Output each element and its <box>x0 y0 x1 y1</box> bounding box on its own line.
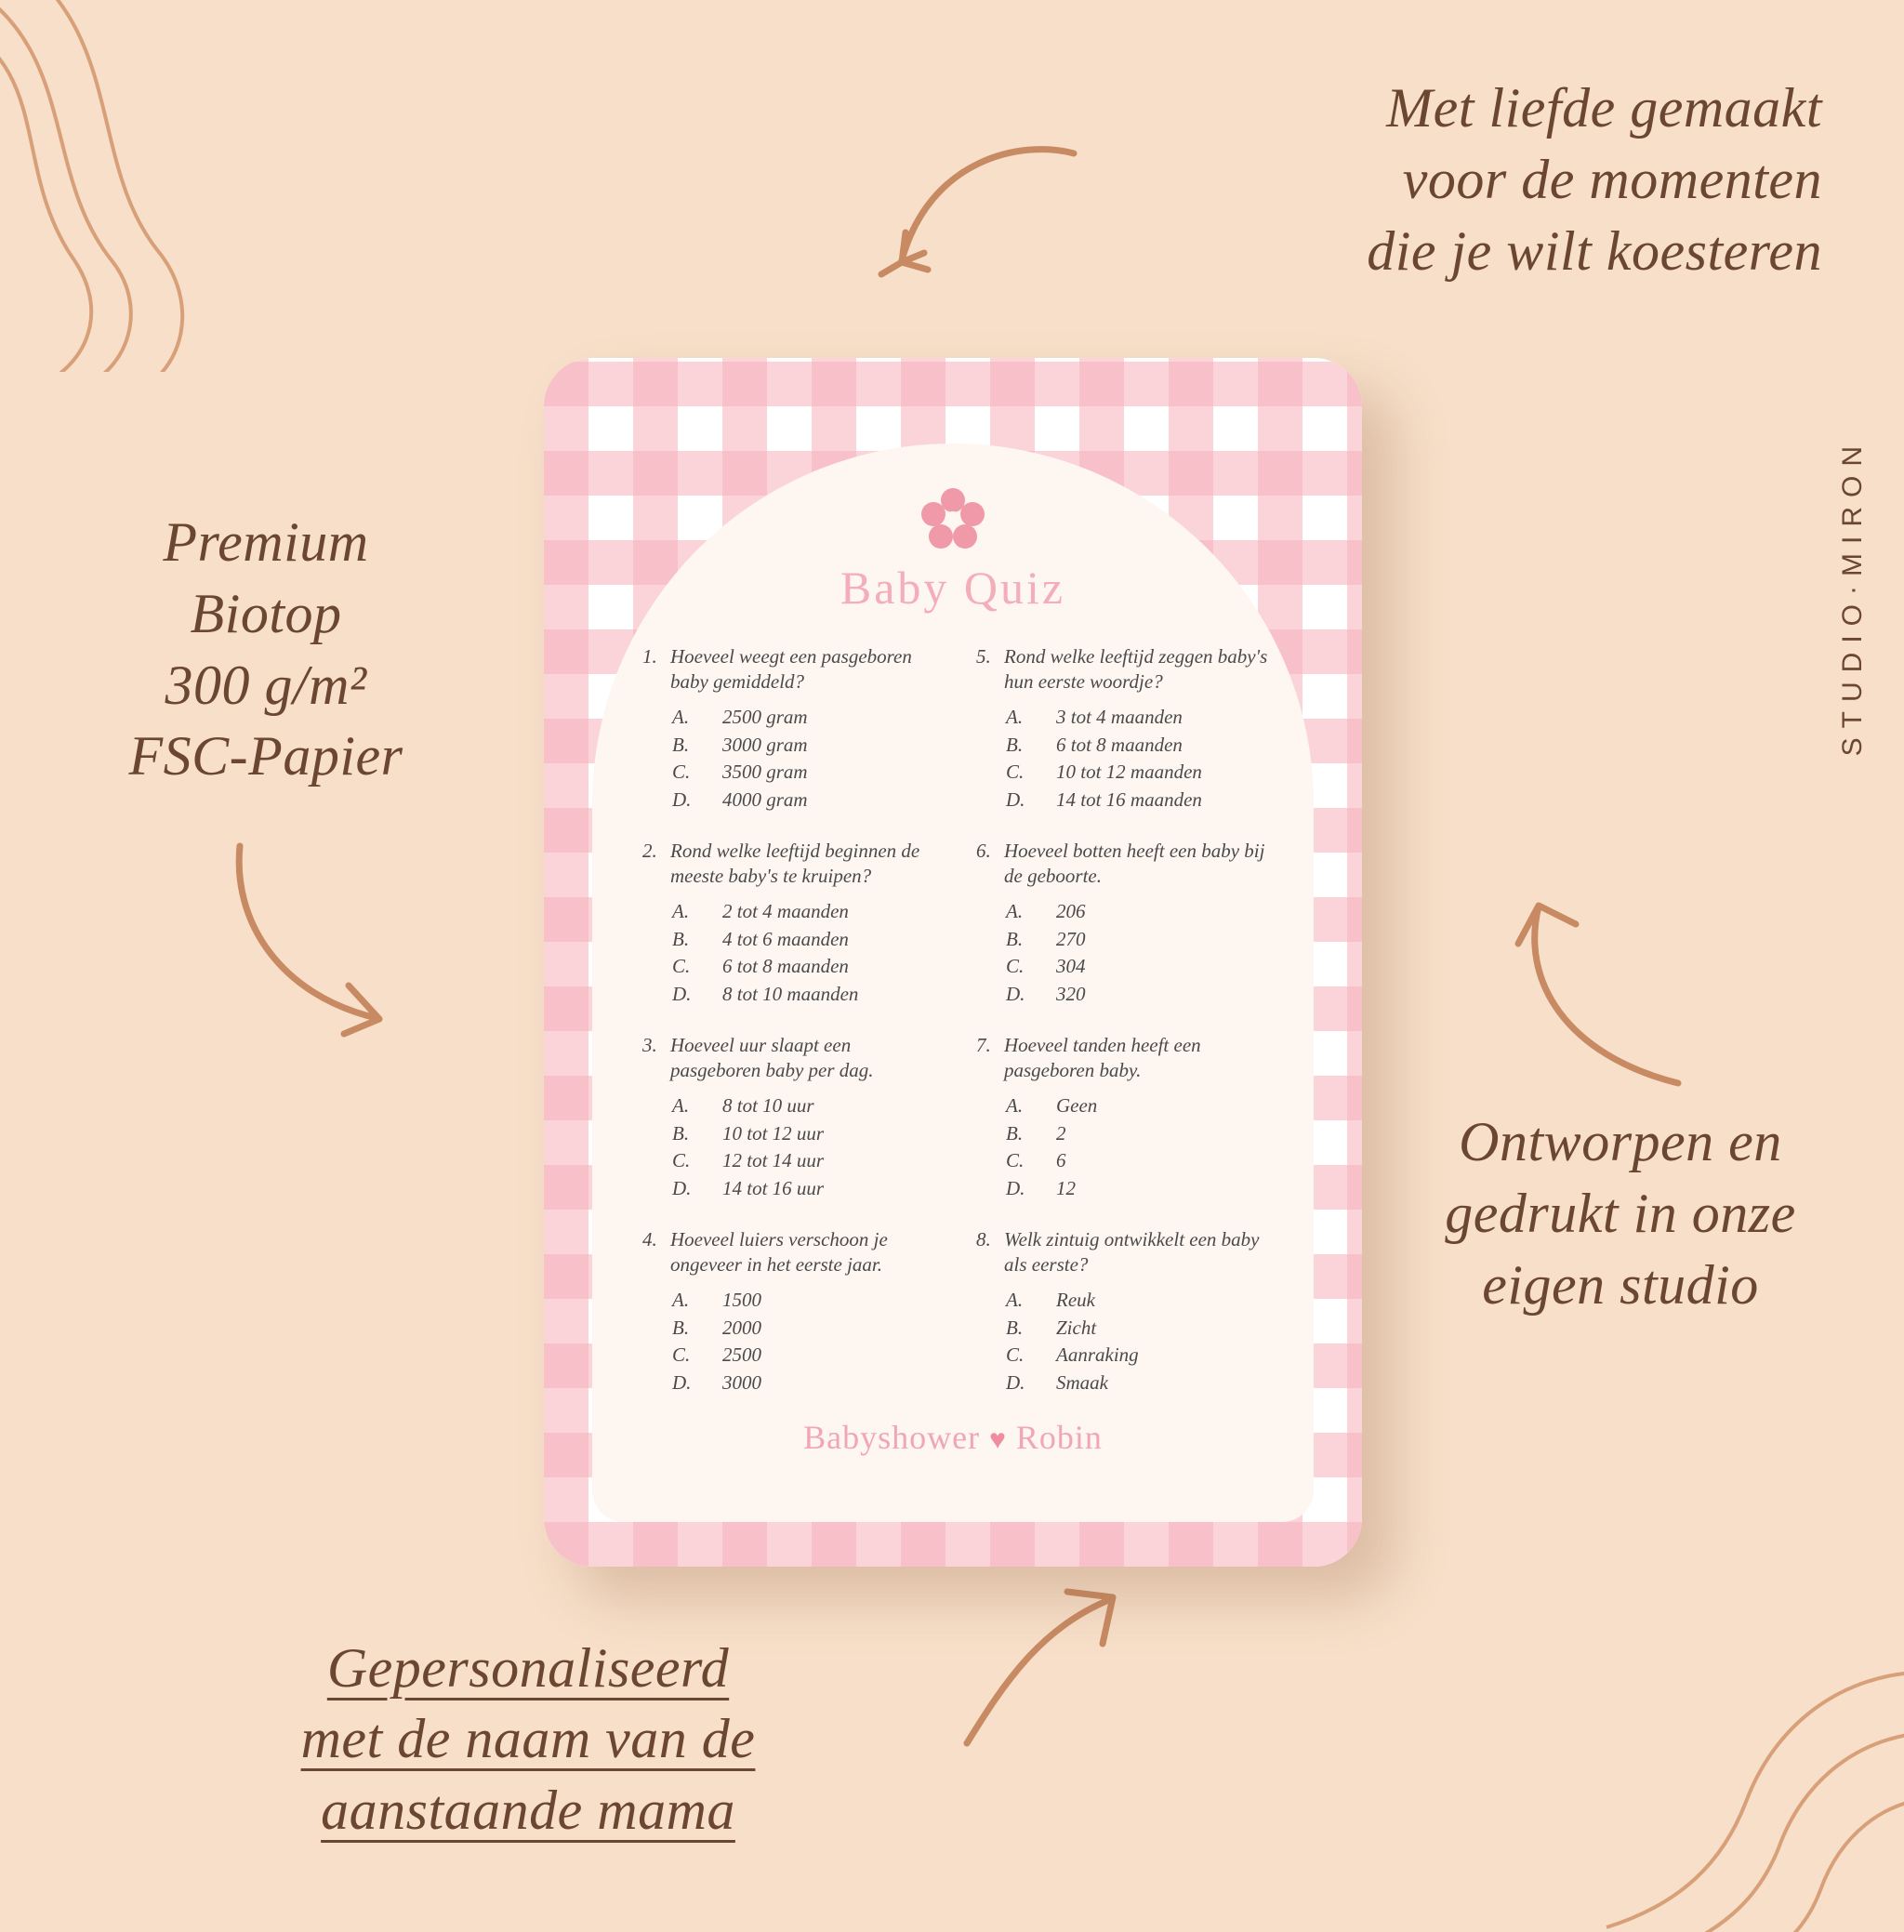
question-3-option-d <box>672 1175 937 1203</box>
question-2-option-c <box>672 953 937 981</box>
option-letter: B. <box>1006 733 1024 756</box>
option-letter: B. <box>1006 1121 1024 1145</box>
question-1-option-a <box>672 704 937 732</box>
question-1-option-b <box>672 732 937 760</box>
question-1-option-c <box>672 759 937 787</box>
swirl-decoration-top-left <box>0 0 363 372</box>
option-text: 2 <box>1056 1121 1066 1145</box>
option-letter: A. <box>672 1288 690 1311</box>
option-text: Aanraking <box>1056 1343 1139 1367</box>
arch-panel <box>592 443 1314 1522</box>
question-8-text: Welk zintuig ontwikkelt een baby als eerste? <box>1004 1228 1260 1276</box>
footer-prefix: Babyshower <box>803 1419 981 1456</box>
question-4 <box>642 1227 937 1397</box>
question-3-number: 3. <box>642 1034 657 1056</box>
option-text: 10 tot 12 uur <box>722 1121 825 1145</box>
option-text: 3000 <box>722 1371 761 1395</box>
annotation-right <box>1393 1106 1848 1320</box>
question-1 <box>642 644 937 814</box>
question-7-option-c <box>1006 1147 1271 1175</box>
question-2-text: Rond welke leeftijd beginnen de meeste baby's te kruipen? <box>670 840 920 887</box>
question-8-number: 8. <box>976 1228 991 1251</box>
question-3 <box>642 1033 937 1203</box>
option-text: 12 tot 14 uur <box>722 1149 825 1172</box>
question-6-option-a <box>1006 898 1271 926</box>
question-3-text: Hoeveel uur slaapt een pasgeboren baby per dag. <box>670 1034 874 1081</box>
question-4-option-d <box>672 1370 937 1397</box>
option-text: 3000 gram <box>722 733 808 756</box>
brand-vertical-label: STUDIO·MIRON <box>1837 437 1868 757</box>
option-letter: A. <box>1006 1288 1024 1311</box>
arrow-left-icon <box>223 837 409 1041</box>
option-letter: C. <box>1006 1343 1025 1367</box>
question-5 <box>976 644 1271 814</box>
option-letter: D. <box>1006 983 1025 1006</box>
arrow-right-icon <box>1511 893 1715 1106</box>
question-2-option-b <box>672 926 937 954</box>
option-letter: D. <box>1006 788 1025 812</box>
option-text: 2000 <box>722 1316 761 1339</box>
annotation-bottom-line-1: Gepersonaliseerd <box>326 1636 730 1699</box>
heart-icon: ♥ <box>989 1424 1007 1455</box>
option-letter: C. <box>672 1343 691 1367</box>
option-text: Geen <box>1056 1093 1098 1117</box>
question-7 <box>976 1033 1271 1203</box>
annotation-right-line-2: gedrukt in onze <box>1445 1182 1796 1244</box>
option-letter: B. <box>1006 927 1024 950</box>
option-letter: C. <box>1006 1149 1025 1172</box>
question-5-option-d <box>1006 787 1271 814</box>
swirl-decoration-bottom-right <box>1495 1560 1904 1932</box>
option-letter: D. <box>1006 1177 1025 1200</box>
question-4-option-c <box>672 1342 937 1370</box>
question-1-number: 1. <box>642 645 657 668</box>
option-text: Zicht <box>1056 1316 1097 1339</box>
annotation-bottom <box>231 1633 826 1846</box>
question-8 <box>976 1227 1271 1397</box>
question-5-option-a <box>1006 704 1271 732</box>
option-text: 3 tot 4 maanden <box>1056 705 1183 728</box>
question-6-number: 6. <box>976 840 991 862</box>
option-letter: A. <box>672 705 690 728</box>
annotation-left-line-3: 300 g/m² <box>165 654 367 716</box>
question-1-option-d <box>672 787 937 814</box>
question-2-number: 2. <box>642 840 657 862</box>
question-8-option-a <box>1006 1287 1271 1315</box>
option-text: 4000 gram <box>722 788 808 812</box>
option-letter: B. <box>672 733 690 756</box>
option-letter: B. <box>672 1316 690 1339</box>
arrow-bottom-icon <box>948 1571 1153 1757</box>
question-4-option-a <box>672 1287 937 1315</box>
question-6 <box>976 839 1271 1009</box>
question-6-option-c <box>1006 953 1271 981</box>
option-letter: D. <box>1006 1371 1025 1395</box>
option-text: 206 <box>1056 899 1086 922</box>
option-letter: C. <box>1006 761 1025 784</box>
quiz-title: Baby Quiz <box>840 562 1066 614</box>
quiz-card <box>544 358 1362 1567</box>
question-6-option-b <box>1006 926 1271 954</box>
option-text: 2500 gram <box>722 705 808 728</box>
questions-columns <box>642 644 1271 1422</box>
question-2-option-a <box>672 898 937 926</box>
question-5-option-c <box>1006 759 1271 787</box>
option-text: 12 <box>1056 1177 1076 1200</box>
option-text: 8 tot 10 uur <box>722 1093 814 1117</box>
option-letter: D. <box>672 983 692 1006</box>
option-text: 6 <box>1056 1149 1066 1172</box>
option-text: 10 tot 12 maanden <box>1056 761 1202 784</box>
option-letter: C. <box>672 1149 691 1172</box>
annotation-bottom-line-2: met de naam van de <box>300 1708 756 1770</box>
question-5-number: 5. <box>976 645 991 668</box>
annotation-right-line-3: eigen studio <box>1482 1253 1759 1316</box>
option-text: 270 <box>1056 927 1086 950</box>
annotation-left-line-1: Premium <box>163 511 369 573</box>
question-3-option-a <box>672 1092 937 1120</box>
option-text: Smaak <box>1056 1371 1108 1395</box>
question-4-text: Hoeveel luiers verschoon je ongeveer in het eerste jaar. <box>670 1228 888 1276</box>
question-8-option-b <box>1006 1315 1271 1343</box>
option-text: 304 <box>1056 955 1086 978</box>
option-letter: A. <box>1006 705 1024 728</box>
question-3-option-c <box>672 1147 937 1175</box>
question-7-option-a <box>1006 1092 1271 1120</box>
option-text: 3500 gram <box>722 761 808 784</box>
annotation-top-right-line-2: voor de momenten <box>1402 148 1822 210</box>
question-1-text: Hoeveel weegt een pasgeboren baby gemiddeld? <box>670 645 912 693</box>
card-footer <box>592 1418 1314 1457</box>
annotation-left <box>89 507 443 792</box>
flower-icon <box>920 486 985 551</box>
option-text: 2500 <box>722 1343 761 1367</box>
annotation-top-right-line-1: Met liefde gemaakt <box>1386 77 1822 139</box>
questions-column-right <box>976 644 1271 1422</box>
question-8-option-d <box>1006 1370 1271 1397</box>
question-7-text: Hoeveel tanden heeft een pasgeboren baby. <box>1004 1034 1201 1081</box>
annotation-left-line-2: Biotop <box>190 582 342 644</box>
option-letter: C. <box>672 761 691 784</box>
annotation-left-line-4: FSC-Papier <box>128 725 403 787</box>
annotation-top-right-line-3: die je wilt koesteren <box>1367 219 1822 282</box>
option-text: 14 tot 16 uur <box>722 1177 825 1200</box>
option-letter: B. <box>1006 1316 1024 1339</box>
option-text: 2 tot 4 maanden <box>722 899 849 922</box>
option-text: 14 tot 16 maanden <box>1056 788 1202 812</box>
question-7-option-b <box>1006 1120 1271 1148</box>
question-3-option-b <box>672 1120 937 1148</box>
option-text: Reuk <box>1056 1288 1095 1311</box>
annotation-bottom-line-3: aanstaande mama <box>321 1780 735 1842</box>
question-7-option-d <box>1006 1175 1271 1203</box>
option-text: 1500 <box>722 1288 761 1311</box>
option-text: 6 tot 8 maanden <box>1056 733 1183 756</box>
question-4-option-b <box>672 1315 937 1343</box>
option-letter: A. <box>672 1093 690 1117</box>
question-7-number: 7. <box>976 1034 991 1056</box>
question-5-option-b <box>1006 732 1271 760</box>
footer-name: Robin <box>1015 1419 1103 1456</box>
question-8-option-c <box>1006 1342 1271 1370</box>
option-text: 6 tot 8 maanden <box>722 955 849 978</box>
question-2 <box>642 839 937 1009</box>
option-letter: D. <box>672 1177 692 1200</box>
question-6-text: Hoeveel botten heeft een baby bij de geboorte. <box>1004 840 1265 887</box>
question-6-option-d <box>1006 981 1271 1009</box>
option-letter: B. <box>672 1121 690 1145</box>
question-4-number: 4. <box>642 1228 657 1251</box>
option-text: 8 tot 10 maanden <box>722 983 859 1006</box>
option-letter: B. <box>672 927 690 950</box>
option-letter: A. <box>1006 1093 1024 1117</box>
arrow-top-right-icon <box>874 139 1088 298</box>
option-letter: D. <box>672 1371 692 1395</box>
annotation-top-right <box>1367 73 1822 286</box>
option-letter: C. <box>1006 955 1025 978</box>
question-5-text: Rond welke leeftijd zeggen baby's hun eerste woordje? <box>1004 645 1268 693</box>
option-letter: D. <box>672 788 692 812</box>
option-text: 320 <box>1056 983 1086 1006</box>
annotation-right-line-1: Ontworpen en <box>1459 1111 1782 1172</box>
questions-column-left <box>642 644 937 1422</box>
question-2-option-d <box>672 981 937 1009</box>
option-letter: C. <box>672 955 691 978</box>
option-text: 4 tot 6 maanden <box>722 927 849 950</box>
option-letter: A. <box>672 899 690 922</box>
option-letter: A. <box>1006 899 1024 922</box>
